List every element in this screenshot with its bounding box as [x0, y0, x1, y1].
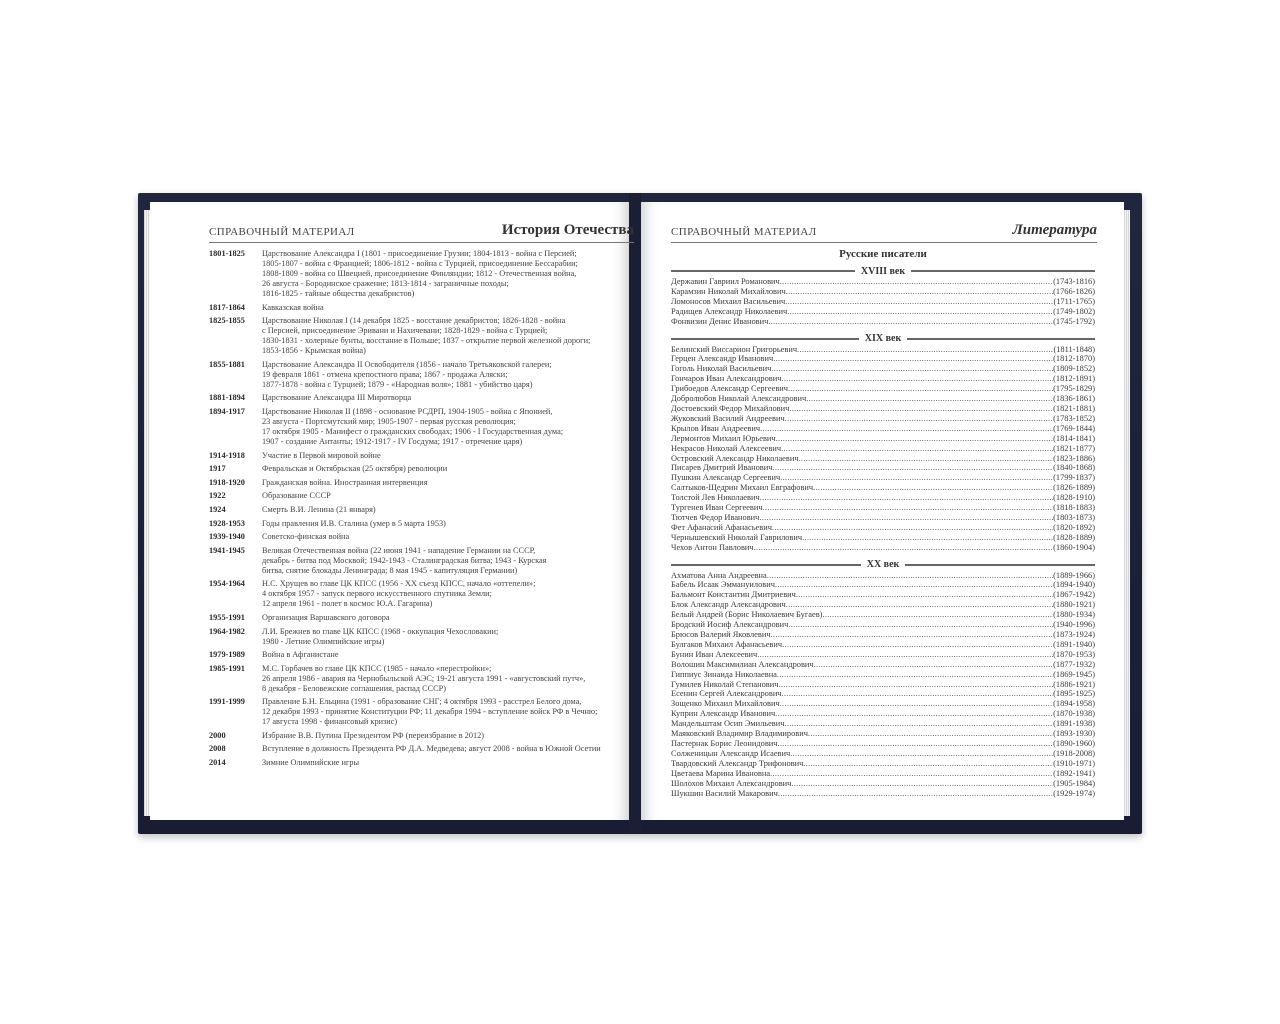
- dot-leader: [760, 424, 1053, 434]
- timeline-event: Участие в Первой мировой войне: [262, 450, 381, 460]
- dot-leader: [781, 444, 1053, 454]
- century-heading: [671, 333, 1095, 345]
- writer-row: [671, 779, 1095, 789]
- left-page-title: История Отечества: [501, 222, 634, 238]
- dot-leader: [776, 434, 1054, 444]
- writer-years: (1820-1892): [1053, 522, 1095, 532]
- writer-name: Герцен Александр Иванович: [671, 354, 774, 364]
- dot-leader: [788, 384, 1053, 394]
- dot-leader: [784, 719, 1053, 729]
- timeline-years: 1881-1894: [209, 393, 245, 403]
- writer-row: [671, 789, 1095, 799]
- writer-years: (1940-1996): [1053, 620, 1095, 630]
- writer-row: [671, 759, 1095, 769]
- writer-name: Бунин Иван Алексеевич: [671, 649, 758, 659]
- writer-name: Булгаков Михаил Афанасьевич: [671, 639, 783, 649]
- writer-row: [671, 483, 1095, 493]
- writer-row: [671, 580, 1095, 590]
- writer-years: (1769-1844): [1053, 423, 1095, 433]
- timeline-years: 1991-1999: [209, 697, 245, 707]
- writer-name: Гумилев Николай Степанович: [671, 679, 779, 689]
- writer-row: [671, 513, 1095, 523]
- timeline-event: Царствование Александра II Освободителя (1856 - начало Третьяковской галереи; 19 февраля 1861 - отмена крепостного права; 1867 - продажа Аляски; 1877-1878 - война с Турцией; 1879 - «Народная воля»; 1881 - убийство царя): [262, 359, 552, 389]
- dot-leader: [802, 533, 1053, 543]
- century-group: [671, 265, 1095, 327]
- timeline-event: Царствование Александра I (1801 - присоединение Грузии; 1804-1813 - война с Персией; 1805-1807 - война с Францией; 1806-1812 - война с Турцией, присоединение Бессарабии; 1808-1809 - война со Швецией, присоединение Финляндии; 1812 - Отечественная война, 26 августа - Бородинское сражение; 1813-1814 - заграничные походы; 1816-1825 - тайные общества декабристов): [262, 249, 578, 298]
- timeline-row: [209, 627, 627, 647]
- writer-years: (1745-1792): [1053, 316, 1095, 326]
- writer-years: (1910-1971): [1053, 758, 1095, 768]
- timeline-row: [209, 249, 627, 299]
- writer-name: Лермонтов Михаил Юрьевич: [671, 433, 776, 443]
- century-label: XIX век: [864, 333, 902, 345]
- writer-name: Фет Афанасий Афанасьевич: [671, 522, 772, 532]
- writer-years: (1828-1910): [1053, 493, 1095, 503]
- writer-name: Добролюбов Николай Александрович: [671, 394, 807, 404]
- writer-years: (1814-1841): [1053, 433, 1095, 443]
- writer-name: Брюсов Валерий Яковлевич: [671, 630, 771, 639]
- writer-years: (1795-1829): [1053, 384, 1095, 394]
- writers-list: [671, 248, 1095, 804]
- writer-row: [671, 354, 1095, 364]
- timeline-row: [209, 451, 627, 461]
- writer-years: (1812-1891): [1053, 374, 1095, 384]
- right-page-edges: [1124, 210, 1130, 816]
- timeline-row: [209, 505, 627, 515]
- writer-row: [671, 600, 1095, 610]
- writer-name: Тютчев Федор Иванович: [671, 512, 760, 522]
- dot-leader: [773, 354, 1053, 364]
- writer-name: Чехов Антон Павлович: [671, 542, 754, 552]
- dot-leader: [782, 640, 1053, 650]
- timeline-event: Царствование Николая II (1898 - основание РСДРП, 1904-1905 - война с Японией, 23 августа - Портсмутский мир; 1905-1907 - первая русская революция; 17 октября 1905 - Манифест о гражданских свободах; 1906 - I Государственная дума; 1907 - создание Антанты; 1912-1917 - IV Госдума; 1917 - отречение царя): [262, 406, 564, 446]
- writers-subtitle: Русские писатели: [839, 248, 927, 260]
- writer-row: [671, 473, 1095, 483]
- writer-row: [671, 503, 1095, 513]
- dot-leader: [796, 590, 1053, 600]
- writer-name: Гиппиус Зинаида Николаевна: [671, 669, 777, 679]
- writer-years: (1877-1932): [1053, 659, 1095, 669]
- writer-years: (1918-2008): [1053, 748, 1095, 758]
- timeline-event: Смерть В.И. Ленина (21 января): [262, 504, 376, 514]
- writer-name: Жуковский Василий Андреевич: [671, 413, 785, 423]
- writer-name: Мандельштам Осип Эмильевич: [671, 719, 785, 729]
- dot-leader: [791, 779, 1053, 789]
- writer-row: [671, 364, 1095, 374]
- writer-years: (1867-1942): [1053, 590, 1095, 600]
- writer-name: Есенин Сергей Александрович: [671, 689, 782, 699]
- timeline-event: Л.И. Брежнев во главе ЦК КПСС (1968 - оккупация Чехословакии; 1980 - Летние Олимпийские игры): [262, 626, 499, 646]
- dot-leader: [806, 394, 1053, 404]
- timeline-row: [209, 579, 627, 609]
- writer-years: (1811-1848): [1053, 344, 1095, 354]
- dot-leader: [778, 789, 1053, 799]
- dot-leader: [799, 454, 1054, 464]
- writer-name: Фонвизин Денис Иванович: [671, 316, 769, 326]
- century-group: [671, 559, 1095, 799]
- writer-years: (1929-1974): [1053, 788, 1095, 798]
- timeline-years: 1924: [209, 504, 226, 514]
- dot-leader: [772, 463, 1053, 473]
- writer-years: (1860-1904): [1053, 542, 1095, 552]
- dot-leader: [770, 769, 1053, 779]
- writer-row: [671, 709, 1095, 719]
- writer-name: Цветаева Марина Ивановна: [671, 768, 771, 778]
- writer-name: Пастернак Борис Леонидович: [671, 738, 778, 748]
- dot-leader: [781, 374, 1053, 384]
- writer-name: Белинский Виссарион Григорьевич: [671, 344, 798, 354]
- dot-leader: [757, 650, 1053, 660]
- century-rule: [671, 270, 855, 272]
- dot-leader: [760, 493, 1053, 503]
- writer-name: Достоевский Федор Михайлович: [671, 403, 790, 413]
- writer-name: Некрасов Николай Алексеевич: [671, 443, 782, 453]
- writer-name: Крылов Иван Андреевич: [671, 423, 761, 433]
- timeline-row: [209, 731, 627, 741]
- timeline-event: Февральская и Октябрьская (25 октября) революции: [262, 464, 448, 474]
- writer-years: (1905-1984): [1053, 778, 1095, 788]
- timeline-event: Образование СССР: [262, 491, 331, 501]
- timeline-event: Н.С. Хрущев во главе ЦК КПСС (1956 - XX съезд КПСС, начало «оттепели»; 4 октября 1957 - запуск первого искусственного спутника Земли; 12 апреля 1961 - полет в космос Ю.А. Гагарина): [262, 579, 536, 609]
- timeline-row: [209, 407, 627, 447]
- writer-row: [671, 630, 1095, 640]
- timeline-row: [209, 519, 627, 529]
- dot-leader: [768, 317, 1053, 327]
- timeline-years: 1979-1989: [209, 650, 245, 660]
- writer-name: Гоголь Николай Васильевич: [671, 364, 772, 374]
- timeline-years: 1914-1918: [209, 450, 245, 460]
- writer-name: Островский Александр Николаевич: [671, 453, 799, 463]
- dot-leader: [785, 414, 1053, 424]
- dot-leader: [775, 580, 1053, 590]
- writer-row: [671, 719, 1095, 729]
- dot-leader: [767, 571, 1053, 581]
- timeline-row: [209, 532, 627, 542]
- timeline-row: [209, 478, 627, 488]
- timeline-event: Советско-финская война: [262, 532, 350, 542]
- timeline-event: Вступление в должность Президента РФ Д.А. Медведева; август 2008 - война в Южной Осетии: [262, 744, 601, 754]
- writer-row: [671, 374, 1095, 384]
- writer-row: [671, 610, 1095, 620]
- writer-row: [671, 533, 1095, 543]
- writer-row: [671, 394, 1095, 404]
- dot-leader: [778, 680, 1053, 690]
- timeline-event: Организация Варшавского договора: [262, 612, 390, 622]
- left-section-label: СПРАВОЧНЫЙ МАТЕРИАЛ: [209, 226, 355, 238]
- writer-name: Державин Гавриил Романович: [671, 277, 780, 286]
- writer-years: (1890-1960): [1053, 738, 1095, 748]
- writer-years: (1818-1883): [1053, 503, 1095, 513]
- left-page-header: [209, 220, 634, 243]
- dot-leader: [777, 739, 1053, 749]
- writer-name: Радищев Александр Николаевич: [671, 306, 788, 316]
- century-label: XVIII век: [860, 265, 906, 277]
- writer-years: (1895-1925): [1053, 689, 1095, 699]
- right-section-label: СПРАВОЧНЫЙ МАТЕРИАЛ: [671, 226, 817, 238]
- century-heading: [671, 265, 1095, 277]
- writer-years: (1894-1958): [1053, 699, 1095, 709]
- writer-years: (1823-1886): [1053, 453, 1095, 463]
- writer-row: [671, 444, 1095, 454]
- timeline-years: 1922: [209, 491, 226, 501]
- writer-row: [671, 640, 1095, 650]
- timeline-years: 2000: [209, 730, 226, 740]
- writer-years: (1894-1940): [1053, 580, 1095, 590]
- writer-name: Бабель Исаак Эммануилович: [671, 580, 775, 590]
- writer-row: [671, 414, 1095, 424]
- writer-years: (1799-1837): [1053, 473, 1095, 483]
- writer-name: Шолохов Михаил Александрович: [671, 778, 792, 788]
- writer-name: Куприн Александр Иванович: [671, 709, 776, 719]
- timeline-row: [209, 744, 627, 754]
- dot-leader: [789, 404, 1053, 414]
- writer-years: (1749-1802): [1053, 306, 1095, 316]
- century-rule: [905, 564, 1095, 566]
- writer-name: Шукшин Василий Макарович: [671, 788, 778, 798]
- timeline-row: [209, 360, 627, 390]
- writer-years: (1886-1921): [1053, 679, 1095, 689]
- dot-leader: [788, 620, 1053, 630]
- writer-name: Чернышевский Николай Гаврилович: [671, 532, 803, 542]
- writer-name: Гончаров Иван Александрович: [671, 374, 782, 384]
- timeline-years: 1855-1881: [209, 359, 245, 369]
- writer-row: [671, 670, 1095, 680]
- century-rule: [671, 564, 861, 566]
- writer-years: (1880-1934): [1053, 610, 1095, 620]
- timeline-years: 1801-1825: [209, 249, 245, 258]
- writer-years: (1711-1765): [1053, 296, 1095, 306]
- timeline-row: [209, 491, 627, 501]
- timeline-row: [209, 316, 627, 356]
- timeline-row: [209, 464, 627, 474]
- timeline-years: 1918-1920: [209, 477, 245, 487]
- century-label: XX век: [866, 559, 900, 571]
- writer-row: [671, 424, 1095, 434]
- dot-leader: [775, 709, 1053, 719]
- writer-name: Писарев Дмитрий Иванович: [671, 463, 773, 473]
- dot-leader: [797, 345, 1053, 355]
- writer-years: (1826-1889): [1053, 483, 1095, 493]
- writer-row: [671, 680, 1095, 690]
- writer-name: Солженицын Александр Исаевич: [671, 748, 791, 758]
- writer-row: [671, 769, 1095, 779]
- writer-name: Ахматова Анна Андреевна: [671, 570, 767, 580]
- timeline-years: 1939-1940: [209, 532, 245, 542]
- writer-row: [671, 729, 1095, 739]
- writer-row: [671, 404, 1095, 414]
- dot-leader: [822, 610, 1053, 620]
- writer-years: (1809-1852): [1053, 364, 1095, 374]
- writer-row: [671, 749, 1095, 759]
- century-heading: [671, 559, 1095, 571]
- dot-leader: [790, 749, 1053, 759]
- writer-years: (1870-1953): [1053, 649, 1095, 659]
- writer-row: [671, 493, 1095, 503]
- writer-row: [671, 590, 1095, 600]
- writer-name: Маяковский Владимир Владимирович: [671, 729, 808, 739]
- timeline-years: 1928-1953: [209, 518, 245, 528]
- dot-leader: [771, 630, 1054, 640]
- writer-years: (1892-1941): [1053, 768, 1095, 778]
- timeline-years: 1985-1991: [209, 663, 245, 673]
- writer-row: [671, 543, 1095, 553]
- writer-row: [671, 345, 1095, 355]
- writer-name: Волошин Максимилиан Александрович: [671, 659, 814, 669]
- writer-name: Салтыков-Щедрин Михаил Евграфович: [671, 483, 814, 493]
- writer-name: Белый Андрей (Борис Николаевич Бугаев): [671, 610, 823, 620]
- timeline-event: Избрание В.В. Путина Президентом РФ (переизбрание в 2012): [262, 730, 485, 740]
- timeline-event: Царствование Николая I (14 декабря 1825 - восстание декабристов; 1826-1828 - война с Персией, присоединение Эривани и Нахичевани; 1828-1829 - война с Турцией; 1830-1831 - холерные бунты, восстание в Польше; 1837 - открытие первой железной дороги; 1853-1856 - Крымская война): [262, 316, 591, 356]
- dot-leader: [787, 307, 1053, 317]
- writer-row: [671, 523, 1095, 533]
- writer-row: [671, 434, 1095, 444]
- dot-leader: [785, 297, 1053, 307]
- timeline-years: 1955-1991: [209, 612, 245, 622]
- writer-row: [671, 739, 1095, 749]
- timeline-row: [209, 697, 627, 727]
- history-timeline: [209, 249, 627, 772]
- writer-row: [671, 620, 1095, 630]
- writer-name: Грибоедов Александр Сергеевич: [671, 384, 789, 394]
- writer-name: Бальмонт Константин Дмитриевич: [671, 590, 796, 600]
- writer-row: [671, 650, 1095, 660]
- timeline-event: Зимние Олимпийские игры: [262, 758, 360, 768]
- dot-leader: [814, 660, 1054, 670]
- writer-years: (1889-1966): [1053, 570, 1095, 580]
- writer-years: (1803-1873): [1053, 512, 1095, 522]
- timeline-row: [209, 650, 627, 660]
- dot-leader: [771, 364, 1053, 374]
- writer-row: [671, 571, 1095, 581]
- writer-years: (1891-1940): [1053, 639, 1095, 649]
- century-rule: [907, 338, 1095, 340]
- dot-leader: [813, 483, 1053, 493]
- right-page-header: [671, 220, 1097, 243]
- timeline-row: [209, 303, 627, 313]
- timeline-years: 2014: [209, 758, 226, 768]
- timeline-years: 2008: [209, 744, 226, 754]
- writer-name: Пушкин Александр Сергеевич: [671, 473, 781, 483]
- dot-leader: [772, 523, 1053, 533]
- writer-row: [671, 689, 1095, 699]
- timeline-row: [209, 758, 627, 768]
- timeline-years: 1817-1864: [209, 302, 245, 312]
- dot-leader: [786, 600, 1053, 610]
- dot-leader: [780, 473, 1053, 483]
- writer-years: (1821-1881): [1053, 403, 1095, 413]
- timeline-row: [209, 613, 627, 623]
- timeline-row: [209, 393, 627, 403]
- dot-leader: [808, 729, 1053, 739]
- dot-leader: [759, 513, 1053, 523]
- book-spine-gutter: [629, 193, 641, 834]
- writer-row: [671, 699, 1095, 709]
- timeline-years: 1917: [209, 464, 226, 474]
- writer-years: (1828-1889): [1053, 532, 1095, 542]
- timeline-years: 1825-1855: [209, 316, 245, 326]
- writer-years: (1893-1930): [1053, 729, 1095, 739]
- writer-years: (1840-1868): [1053, 463, 1095, 473]
- dot-leader: [780, 277, 1053, 287]
- writer-years: (1743-1816): [1053, 277, 1095, 286]
- dot-leader: [803, 759, 1053, 769]
- writer-row: [671, 297, 1095, 307]
- writer-years: (1812-1870): [1053, 354, 1095, 364]
- writer-name: Бродский Иосиф Александрович: [671, 620, 789, 630]
- timeline-event: Гражданская война. Иностранная интервенция: [262, 477, 428, 487]
- dot-leader: [777, 670, 1053, 680]
- timeline-row: [209, 546, 627, 576]
- century-rule: [911, 270, 1095, 272]
- writer-years: (1766-1826): [1053, 286, 1095, 296]
- writer-years: (1873-1924): [1053, 630, 1095, 639]
- writer-row: [671, 277, 1095, 287]
- century-group: [671, 333, 1095, 553]
- timeline-event: Война в Афганистане: [262, 650, 339, 660]
- writer-name: Тургенев Иван Сергеевич: [671, 503, 763, 513]
- writer-years: (1783-1852): [1053, 413, 1095, 423]
- writer-years: (1869-1945): [1053, 669, 1095, 679]
- timeline-event: Кавказская война: [262, 302, 324, 312]
- writer-years: (1891-1938): [1053, 719, 1095, 729]
- century-rule: [671, 338, 859, 340]
- right-page-title: Литература: [1012, 222, 1097, 238]
- dot-leader: [754, 543, 1054, 553]
- dot-leader: [782, 689, 1054, 699]
- writer-years: (1870-1938): [1053, 709, 1095, 719]
- dot-leader: [786, 287, 1053, 297]
- writer-row: [671, 660, 1095, 670]
- writer-row: [671, 317, 1095, 327]
- writer-row: [671, 287, 1095, 297]
- timeline-row: [209, 664, 627, 694]
- timeline-years: 1964-1982: [209, 626, 245, 636]
- timeline-event: Годы правления И.В. Сталина (умер в 5 марта 1953): [262, 518, 446, 528]
- timeline-years: 1941-1945: [209, 545, 245, 555]
- writer-name: Ломоносов Михаил Васильевич: [671, 296, 786, 306]
- timeline-event: Царствование Александра III Миротворца: [262, 393, 412, 403]
- writer-name: Карамзин Николай Михайлович: [671, 286, 786, 296]
- writer-row: [671, 384, 1095, 394]
- timeline-years: 1954-1964: [209, 579, 245, 589]
- timeline-event: Великая Отечественная война (22 июня 1941 - нападение Германии на СССР, декабрь - битва под Москвой; 1942-1943 - Сталинградская битва; 1943 - Курская битва, снятие блокады Ленинграда; 8 мая 1945 - капитуляция Германии): [262, 545, 547, 575]
- writer-name: Твардовский Александр Трифонович: [671, 758, 804, 768]
- writer-name: Зощенко Михаил Михайлович: [671, 699, 780, 709]
- writer-name: Блок Александр Александрович: [671, 600, 786, 610]
- writer-years: (1880-1921): [1053, 600, 1095, 610]
- writer-row: [671, 463, 1095, 473]
- writer-name: Толстой Лев Николаевич: [671, 493, 760, 503]
- writer-row: [671, 454, 1095, 464]
- timeline-event: М.С. Горбачев во главе ЦК КПСС (1985 - начало «перестройки»; 26 апреля 1986 - авария на Чернобыльской АЭС; 19-21 августа 1991 - «августовский путч», 8 декабря - Беловежские соглашения, распад СССР): [262, 663, 586, 693]
- timeline-years: 1894-1917: [209, 406, 245, 416]
- writer-row: [671, 307, 1095, 317]
- writer-years: (1821-1877): [1053, 443, 1095, 453]
- timeline-event: Правление Б.Н. Ельцина (1991 - образование СНГ; 4 октября 1993 - расстрел Белого дома, 12 декабря 1993 - принятие Конституции РФ; 11 декабря 1994 - вступление войск РФ в Чечню; 17 августа 1998 - финансовый кризис): [262, 697, 598, 727]
- dot-leader: [763, 503, 1054, 513]
- dot-leader: [780, 699, 1053, 709]
- writer-years: (1836-1861): [1053, 394, 1095, 404]
